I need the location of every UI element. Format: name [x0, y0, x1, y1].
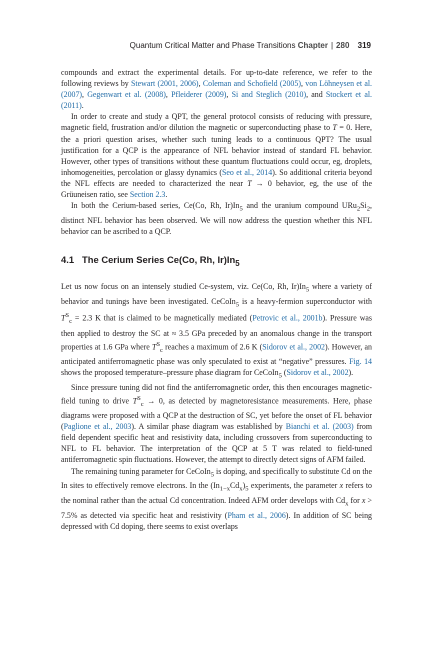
- section-number: 4.1: [61, 253, 75, 265]
- text-run: = 2.3 K that is claimed to be magnetically mediated (: [71, 313, 253, 323]
- citation-link[interactable]: Pfleiderer (2009): [171, 90, 227, 100]
- page-body: [61, 67, 372, 532]
- citation-link[interactable]: Stockert et al. (2011): [61, 90, 372, 111]
- math-symbol: T: [247, 178, 252, 188]
- math-symbol: x: [361, 495, 366, 505]
- section-title-subscript: 5: [235, 258, 240, 268]
- text-run: shows the proposed temperature–pressure phase diagram for CeCoIn: [61, 367, 279, 377]
- math-symbol: T: [61, 313, 66, 323]
- subscript: 2: [356, 205, 361, 213]
- chapter-number: 280: [336, 41, 350, 50]
- superscript: S: [156, 340, 161, 348]
- math-symbol: x: [339, 481, 344, 491]
- intro-paragraph-2: [61, 111, 372, 200]
- subscript: 5: [239, 205, 243, 213]
- text-run: and the uranium compound URu: [242, 201, 357, 211]
- superscript: S: [65, 312, 70, 320]
- text-run: compounds and extract the experimental details. For up-to-date reference, we refer to the following reviews by: [61, 68, 372, 89]
- citation-link[interactable]: Seo et al., 2014: [221, 167, 273, 177]
- section-heading: [61, 254, 372, 270]
- text-run: Si: [360, 201, 367, 211]
- citation-link[interactable]: Paglione et al., 2003: [63, 422, 132, 432]
- math-symbol: T: [332, 123, 337, 133]
- text-run: reaches a maximum of 2.6 K (: [162, 342, 263, 352]
- text-run: = 0. Here, the a priori question arises, whether such tuning leads to a continuous QPT? The usual justification for a QCP is the appearance of NFL behavior instead of standard FL behavior. However, other types of transitions without these quantum fluctuations could occur, eg, droplets, inhomogeneities, percolation or glassy dynamics (: [61, 123, 372, 177]
- citation-link[interactable]: Si and Steglich (2010): [231, 90, 307, 100]
- text-run: Cd: [230, 481, 240, 491]
- text-run: .: [165, 190, 168, 200]
- text-run: ). Pressure was then applied to destroy the SC at ≈ 3.5 GPa preceded by an anomalous change in the transport properties at 1.6 GPa where: [61, 313, 372, 352]
- figure-link[interactable]: Fig. 14: [349, 356, 372, 366]
- citation-link[interactable]: Pham et al., 2006: [227, 510, 286, 520]
- citation-link[interactable]: Bianchi et al. (2003): [285, 422, 354, 432]
- subscript: 2: [366, 205, 371, 213]
- superscript: S: [137, 394, 141, 402]
- body-paragraph-2: [61, 382, 372, 466]
- text-run: ). However, an anticipated antiferromagnetic phase was only speculated to exist at “negative” pressures.: [61, 342, 372, 366]
- text-run: ).: [348, 367, 354, 377]
- subscript: 1−x: [219, 485, 231, 493]
- text-run: for: [348, 495, 362, 505]
- subscript: x: [239, 485, 243, 493]
- text-run: In order to create and study a QPT, the general protocol consists of reducing with pressure, magnetic field, frustration and/or dilution the magnetic or superconducting phase to: [61, 112, 372, 133]
- text-run: (: [281, 367, 287, 377]
- text-run: ,: [165, 90, 172, 100]
- text-run: ,: [300, 79, 306, 89]
- book-title: Quantum Critical Matter and Phase Transitions: [129, 41, 296, 50]
- subscript: c: [160, 346, 163, 354]
- text-run: where a variety of behavior and tunings have been investigated. CeCoIn: [61, 281, 372, 306]
- text-run: , and: [306, 90, 326, 100]
- text-run: ,: [226, 90, 232, 100]
- text-run: from field dependent specific heat and resistivity data, including crossovers from superconducting to NFL to FL behavior. The interpretation of the QCP at 5 T was related to field-tuned antiferromagnetic spin fluctuations. However, the attempt to directly detect signs of AFM failed.: [61, 422, 373, 465]
- chapter-label: Chapter: [297, 41, 328, 50]
- intro-paragraph-3: [61, 200, 372, 237]
- text-run: ): [242, 481, 246, 491]
- text-run: ). A similar phase diagram was established by: [131, 422, 286, 432]
- math-symbol: T: [151, 342, 157, 352]
- text-run: → 0 behavior, eg, the use of the Grüuneisen ratio, see: [61, 178, 373, 200]
- chapter-separator: |: [330, 41, 334, 50]
- text-run: .: [81, 101, 84, 111]
- running-head: [130, 41, 371, 50]
- section-title: The Cerium Series Ce(Co, Rh, Ir)In: [82, 253, 236, 265]
- text-run: refers to the nominal rather than the actual Cd concentration. Indeed AFM order develops with Cd: [61, 481, 373, 505]
- text-run: ). In addition of SC being depressed with Cd doping, there seems to exist overlaps: [61, 510, 372, 531]
- citation-link[interactable]: Petrovic et al., 2001b: [252, 313, 323, 323]
- citation-link[interactable]: Coleman and Schofield (2005): [202, 79, 301, 89]
- text-run: ,: [198, 79, 203, 89]
- text-run: > 7.5% as detected via specific heat and resistivity (: [61, 495, 372, 520]
- citation-link[interactable]: Sidorov et al., 2002: [262, 342, 325, 352]
- subscript: 5: [305, 286, 310, 294]
- subscript: c: [69, 318, 72, 326]
- subscript: 5: [235, 301, 240, 309]
- text-run: In both the Cerium-based series, Ce(Co, Rh, Ir)In: [71, 201, 240, 211]
- subscript: 5: [245, 485, 249, 493]
- subscript: 5: [278, 372, 282, 380]
- citation-link[interactable]: von Löhneysen et al. (2007): [61, 79, 372, 100]
- text-run: The remaining tuning parameter for CeCoIn: [71, 466, 211, 476]
- text-run: Since pressure tuning did not find the antiferromagnetic order, this then encourages magnetic-field tuning to drive: [61, 382, 372, 406]
- section-link[interactable]: Section 2.3: [129, 190, 166, 200]
- text-run: → 0, as detected by magnetoresistance measurements. Here, phase diagrams were proposed with a QCP at the destruction of SC, yet before the onset of FL behavior (: [61, 396, 373, 432]
- text-run: ,: [82, 90, 88, 100]
- text-run: , distinct NFL behavior has been observed. We will now address the question whether this NFL behavior can be ascribed to a QCP.: [61, 201, 372, 236]
- citation-link[interactable]: Stewart (2001, 2006): [131, 79, 199, 89]
- intro-paragraph-1: [61, 67, 372, 111]
- body-paragraph-3: [61, 466, 372, 532]
- math-symbol: T: [132, 396, 138, 406]
- page-number: 319: [357, 41, 371, 50]
- subscript: 5: [210, 471, 214, 479]
- subscript: c: [140, 400, 144, 408]
- citation-link[interactable]: Sidorov et al., 2002: [286, 367, 349, 377]
- text-run: ). So additional criteria beyond the NFL effects are needed to characterized the near: [61, 167, 372, 188]
- text-run: is a heavy-fermion superconductor with: [239, 296, 372, 306]
- text-run: experiments, the parameter: [248, 481, 340, 491]
- text-run: is doping, and specifically to substitute Cd on the In sites to effectively remove electrons. In the (In: [61, 466, 373, 491]
- citation-link[interactable]: Gegenwart et al. (2008): [87, 90, 166, 100]
- subscript: x: [345, 500, 349, 508]
- text-run: Let us now focus on an intensely studied Ce-system, viz. Ce(Co, Rh, Ir)In: [61, 281, 306, 291]
- body-paragraph-1: [61, 281, 372, 382]
